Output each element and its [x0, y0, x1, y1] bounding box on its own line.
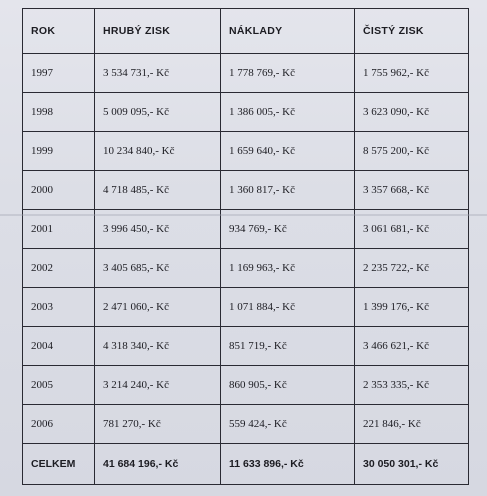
cell-gross: 781 270,- Kč — [95, 405, 221, 444]
cell-total-label: CELKEM — [23, 444, 95, 485]
cell-costs: 1 360 817,- Kč — [221, 171, 355, 210]
table-row — [23, 171, 469, 210]
table-total-row — [23, 444, 469, 485]
cell-costs: 1 071 884,- Kč — [221, 288, 355, 327]
cell-costs: 1 659 640,- Kč — [221, 132, 355, 171]
cell-net: 8 575 200,- Kč — [355, 132, 469, 171]
cell-year: 2002 — [23, 249, 95, 288]
cell-costs: 559 424,- Kč — [221, 405, 355, 444]
cell-gross: 3 534 731,- Kč — [95, 54, 221, 93]
cell-net: 2 353 335,- Kč — [355, 366, 469, 405]
table-row — [23, 54, 469, 93]
cell-year: 2005 — [23, 366, 95, 405]
cell-net: 3 061 681,- Kč — [355, 210, 469, 249]
cell-year: 2006 — [23, 405, 95, 444]
cell-net: 3 466 621,- Kč — [355, 327, 469, 366]
table-row — [23, 405, 469, 444]
cell-year: 2004 — [23, 327, 95, 366]
cell-gross: 3 996 450,- Kč — [95, 210, 221, 249]
cell-gross: 3 405 685,- Kč — [95, 249, 221, 288]
table-row — [23, 366, 469, 405]
cell-costs: 1 778 769,- Kč — [221, 54, 355, 93]
cell-year: 1998 — [23, 93, 95, 132]
cell-gross: 10 234 840,- Kč — [95, 132, 221, 171]
table-row — [23, 132, 469, 171]
cell-total-costs: 11 633 896,- Kč — [221, 444, 355, 485]
table-row — [23, 249, 469, 288]
table-row — [23, 93, 469, 132]
cell-year: 2001 — [23, 210, 95, 249]
cell-net: 2 235 722,- Kč — [355, 249, 469, 288]
cell-year: 2000 — [23, 171, 95, 210]
cell-net: 3 623 090,- Kč — [355, 93, 469, 132]
cell-costs: 851 719,- Kč — [221, 327, 355, 366]
table-row — [23, 288, 469, 327]
table-header-row — [23, 9, 469, 54]
cell-total-net: 30 050 301,- Kč — [355, 444, 469, 485]
cell-year: 1999 — [23, 132, 95, 171]
header-year: ROK — [23, 9, 95, 54]
cell-year: 1997 — [23, 54, 95, 93]
header-gross-profit: HRUBÝ ZISK — [95, 9, 221, 54]
profit-table — [22, 8, 469, 485]
cell-gross: 2 471 060,- Kč — [95, 288, 221, 327]
cell-costs: 934 769,- Kč — [221, 210, 355, 249]
table-row — [23, 210, 469, 249]
header-net-profit: ČISTÝ ZISK — [355, 9, 469, 54]
cell-costs: 1 169 963,- Kč — [221, 249, 355, 288]
cell-costs: 860 905,- Kč — [221, 366, 355, 405]
cell-gross: 4 718 485,- Kč — [95, 171, 221, 210]
cell-gross: 5 009 095,- Kč — [95, 93, 221, 132]
cell-net: 3 357 668,- Kč — [355, 171, 469, 210]
cell-gross: 3 214 240,- Kč — [95, 366, 221, 405]
cell-net: 1 755 962,- Kč — [355, 54, 469, 93]
cell-year: 2003 — [23, 288, 95, 327]
cell-gross: 4 318 340,- Kč — [95, 327, 221, 366]
cell-total-gross: 41 684 196,- Kč — [95, 444, 221, 485]
cell-net: 1 399 176,- Kč — [355, 288, 469, 327]
header-costs: NÁKLADY — [221, 9, 355, 54]
cell-net: 221 846,- Kč — [355, 405, 469, 444]
cell-costs: 1 386 005,- Kč — [221, 93, 355, 132]
table-row — [23, 327, 469, 366]
